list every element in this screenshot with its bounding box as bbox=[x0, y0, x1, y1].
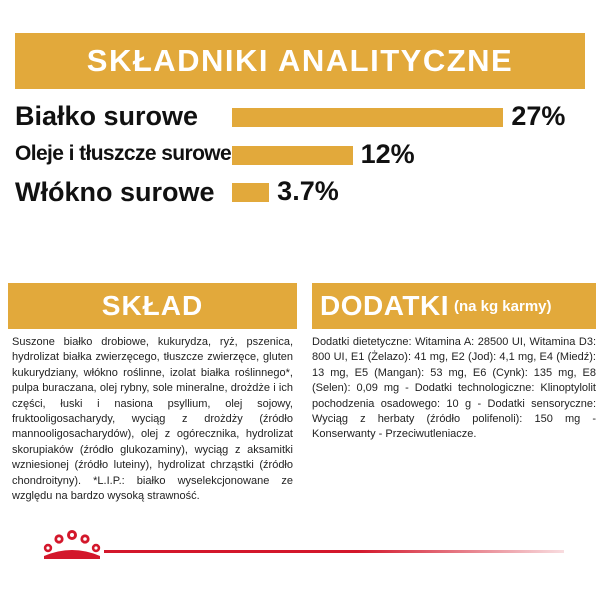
brand-divider-line bbox=[104, 550, 564, 553]
composition-title: SKŁAD bbox=[8, 283, 297, 329]
analytics-bar-fiber bbox=[232, 183, 269, 202]
analytics-bar-protein bbox=[232, 108, 503, 127]
analytics-value-fat: 12% bbox=[360, 139, 415, 169]
analytics-bar-fat bbox=[232, 146, 353, 165]
analytics-label-protein: Białko surowe bbox=[15, 101, 199, 131]
analytics-label-fiber: Włókno surowe bbox=[15, 177, 215, 207]
analytics-title: SKŁADNIKI ANALITYCZNE bbox=[15, 33, 585, 89]
royal-canin-crown-icon bbox=[40, 526, 104, 560]
additives-title: DODATKI bbox=[320, 290, 449, 321]
additives-title-banner bbox=[312, 283, 596, 329]
additives-text: Dodatki dietetyczne: Witamina A: 28500 UI, Witamina D3: 800 UI, E1 (Żelazo): 41 mg, E2 (Jod): 4,1 mg, E4 (Miedź): 13 mg, E5 (Mangan): 53 mg, E6 (Cynk): 135 mg, E8 (Selen): 0,09 mg - Dodatki technologiczne: Klinoptylolit pochodzenia osadowego: 10 g - Dodatki sensoryczne: Wyciąg z herbaty (źródło polifenoli): 150 mg - Konserwanty - Przeciwutleniacze. bbox=[312, 336, 596, 441]
additives-subtitle: (na kg karmy) bbox=[453, 297, 552, 315]
analytics-value-protein: 27% bbox=[511, 101, 566, 131]
analytics-value-fiber: 3.7% bbox=[277, 176, 339, 206]
analytics-label-fat: Oleje i tłuszcze surowe bbox=[15, 142, 232, 165]
composition-text: Suszone białko drobiowe, kukurydza, ryż, pszenica, hydrolizat białka zwierzęcego, tłuszcze zwierzęce, gluten kukurydziany, włókno roślinne, izolat białka roślinnego*, pulpa buraczana, olej rybny, sole mineralne, drożdże i ich części, łuski i nasiona psyllium, olej sojowy, fruktooligosacharydy, wyciąg z drożdży (źródło mannooligosacharydów), olej z ogórecznika, hydrolizat skorupiaków (źródło glukozaminy), wyciąg z aksamitki wzniesionej (źródło luteiny), hydrolizat chrząstki (źródło chondroityny). *L.I.P.: białko wyselekcjonowane ze względu na bardzo wysoką strawność. bbox=[12, 336, 293, 503]
